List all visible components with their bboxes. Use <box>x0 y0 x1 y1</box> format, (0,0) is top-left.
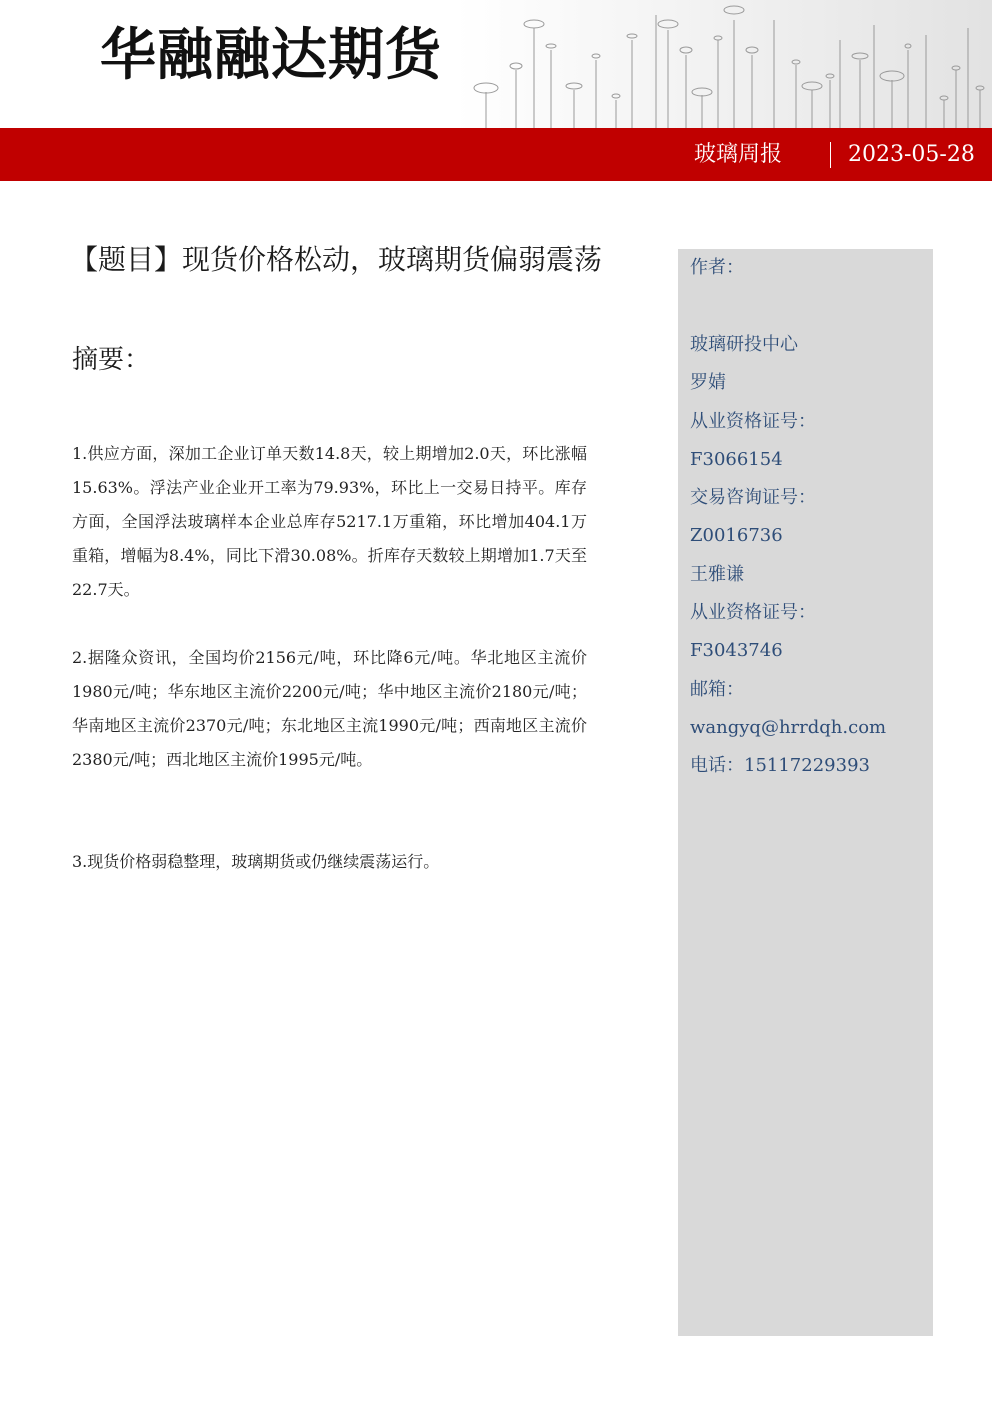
decorative-circles-graphic <box>456 0 992 128</box>
header-decoration <box>456 0 992 128</box>
consulting-number: Z0016736 <box>690 525 783 547</box>
author-team: 玻璃研投中心 <box>690 334 798 355</box>
email-label: 邮箱： <box>690 678 744 700</box>
consulting-label: 交易咨询证号： <box>690 487 816 509</box>
qualification-label: 从业资格证号： <box>690 602 816 624</box>
report-type-label: 玻璃周报 <box>694 142 783 167</box>
author-label: 作者： <box>690 257 744 278</box>
qualification-number: F3043746 <box>690 640 783 662</box>
author-info-list <box>690 326 886 786</box>
summary-paragraph: 2.据隆众资讯，全国均价2156元/吨，环比降6元/吨。华北地区主流价1980元/吨；华东地区主流价2200元/吨；华中地区主流价2180元/吨；华南地区主流价2370元/吨；东北地区主流1990元/吨；西南地区主流价2380元/吨；西北地区主流价1995元/吨。 <box>72 648 587 769</box>
qualification-label: 从业资格证号： <box>690 410 816 432</box>
summary-heading: 摘要： <box>72 345 151 375</box>
author-name: 王雅谦 <box>690 563 744 585</box>
company-logo-text: 华融融达期货 <box>100 23 442 88</box>
summary-paragraph: 1.供应方面，深加工企业订单天数14.8天，较上期增加2.0天，环比涨幅15.63%。浮法产业企业开工率为79.93%，环比上一交易日持平。库存方面，全国浮法玻璃样本企业总库存5217.1万重箱，环比增加404.1万重箱，增幅为8.4%，同比下滑30.08%。折库存天数较上期增加1.7天至22.7天。 <box>72 444 587 599</box>
email-address[interactable]: wangyq@hrrdqh.com <box>690 716 887 738</box>
report-title: 【题目】现货价格松动，玻璃期货偏弱震荡 <box>70 243 603 276</box>
qualification-number: F3066154 <box>690 448 783 470</box>
report-date: 2023-05-28 <box>848 142 975 167</box>
phone-number: 电话：15117229393 <box>690 755 870 777</box>
header-divider <box>830 142 831 168</box>
author-name: 罗婧 <box>690 372 726 394</box>
summary-paragraph: 3.现货价格弱稳整理，玻璃期货或仍继续震荡运行。 <box>72 852 440 871</box>
header-red-bar <box>0 128 992 181</box>
